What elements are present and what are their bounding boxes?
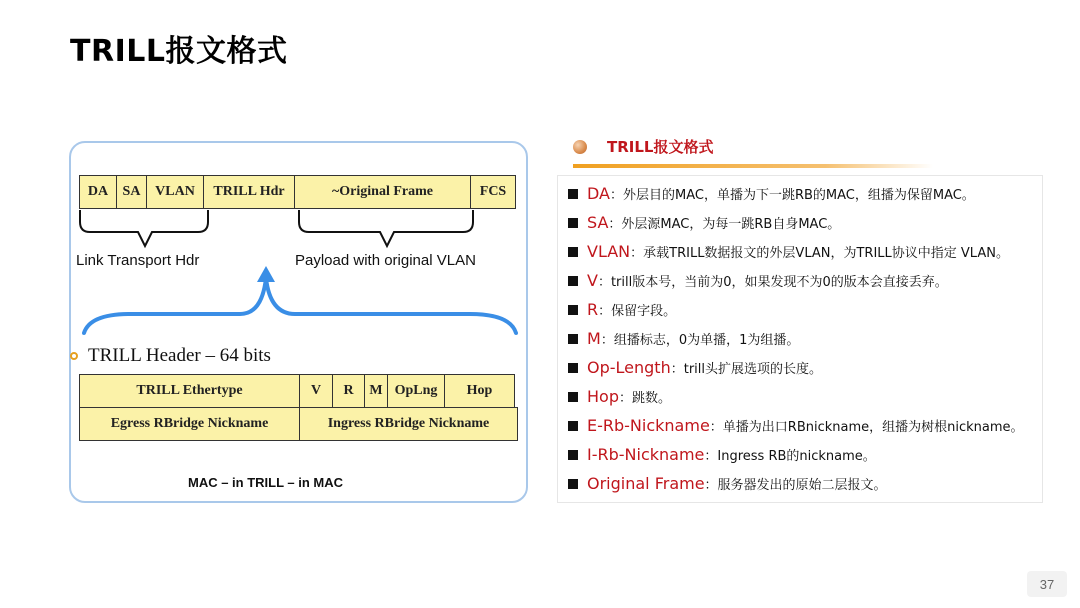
hdr-field-ingress-nickname: Ingress RBridge Nickname [299,407,518,441]
trill-header-row-2 [79,407,518,441]
legend-desc: ：trill版本号，当前为0，如果发现不为0的版本会直接丢弃。 [597,275,948,290]
legend-desc: ：跳数。 [618,391,671,406]
bullet-circle-icon [70,352,78,360]
payload-label: Payload with original VLAN [295,252,476,269]
trill-header-row-1 [79,374,515,408]
legend-term: Original Frame [587,474,705,493]
legend-term: Hop [587,387,619,406]
frame-field-original-frame: ~Original Frame [294,175,471,209]
square-bullet-icon [568,363,578,373]
square-bullet-icon [568,450,578,460]
trill-header-label: TRILL Header – 64 bits [88,345,271,366]
orb-bullet-icon [573,140,587,154]
hdr-field-r: R [332,374,365,408]
legend-item-op-length [568,358,822,377]
frame-field-vlan: VLAN [146,175,204,209]
legend-item-v [568,271,948,290]
square-bullet-icon [568,189,578,199]
link-transport-brace [80,210,208,246]
hdr-field-m: M [364,374,388,408]
legend-desc: ：单播为出口RBnickname，组播为树根nickname。 [709,420,1024,435]
legend-term: R [587,300,599,319]
legend-desc: ：外层目的MAC，单播为下一跳RB的MAC，组播为保留MAC。 [609,188,975,203]
legend-item-da [568,184,975,203]
legend-item-vlan [568,242,1009,261]
legend-item-m [568,329,799,348]
square-bullet-icon [568,218,578,228]
legend-term: I-Rb-Nickname [587,445,705,464]
legend-item-e-rb-nickname [568,416,1024,435]
hdr-field-v: V [299,374,333,408]
legend-desc: ：保留字段。 [598,304,677,319]
legend-term: VLAN [587,242,631,261]
frame-field-fcs: FCS [470,175,516,209]
square-bullet-icon [568,276,578,286]
payload-brace [299,210,473,246]
legend-term: E-Rb-Nickname [587,416,710,435]
up-arrow-head [257,266,275,282]
legend-term: M [587,329,601,348]
frame-field-sa: SA [116,175,147,209]
legend-title-underline [573,164,933,168]
slide-title: TRILL报文格式 [70,34,288,69]
legend-item-original-frame [568,474,887,493]
blue-brace-right [266,278,516,333]
legend-desc: ：外层源MAC，为每一跳RB自身MAC。 [608,217,841,232]
hdr-field-oplng: OpLng [387,374,445,408]
frame-field-da: DA [79,175,117,209]
page-number: 37 [1027,571,1067,597]
legend-item-i-rb-nickname [568,445,876,464]
legend-title: TRILL报文格式 [607,138,714,156]
legend-item-sa [568,213,840,232]
legend-desc: ：承载TRILL数据报文的外层VLAN，为TRILL协议中指定 VLAN。 [630,246,1009,261]
legend-item-hop [568,387,671,406]
square-bullet-icon [568,334,578,344]
diagram-caption: MAC – in TRILL – in MAC [188,475,344,490]
square-bullet-icon [568,305,578,315]
legend-desc: ：trill头扩展选项的长度。 [670,362,822,377]
legend-desc: ：Ingress RB的nickname。 [704,449,876,464]
frame-field-trill-hdr: TRILL Hdr [203,175,295,209]
legend-desc: ：服务器发出的原始二层报文。 [704,478,887,493]
legend-term: DA [587,184,610,203]
square-bullet-icon [568,247,578,257]
legend-item-r [568,300,676,319]
hdr-field-egress-nickname: Egress RBridge Nickname [79,407,300,441]
legend-term: V [587,271,598,290]
square-bullet-icon [568,479,578,489]
legend-term: SA [587,213,609,232]
square-bullet-icon [568,421,578,431]
hdr-field-ethertype: TRILL Ethertype [79,374,300,408]
square-bullet-icon [568,392,578,402]
blue-brace-left [84,278,266,333]
legend-desc: ：组播标志，0为单播，1为组播。 [600,333,800,348]
legend-term: Op-Length [587,358,671,377]
hdr-field-hop: Hop [444,374,515,408]
link-transport-label: Link Transport Hdr [76,252,200,269]
